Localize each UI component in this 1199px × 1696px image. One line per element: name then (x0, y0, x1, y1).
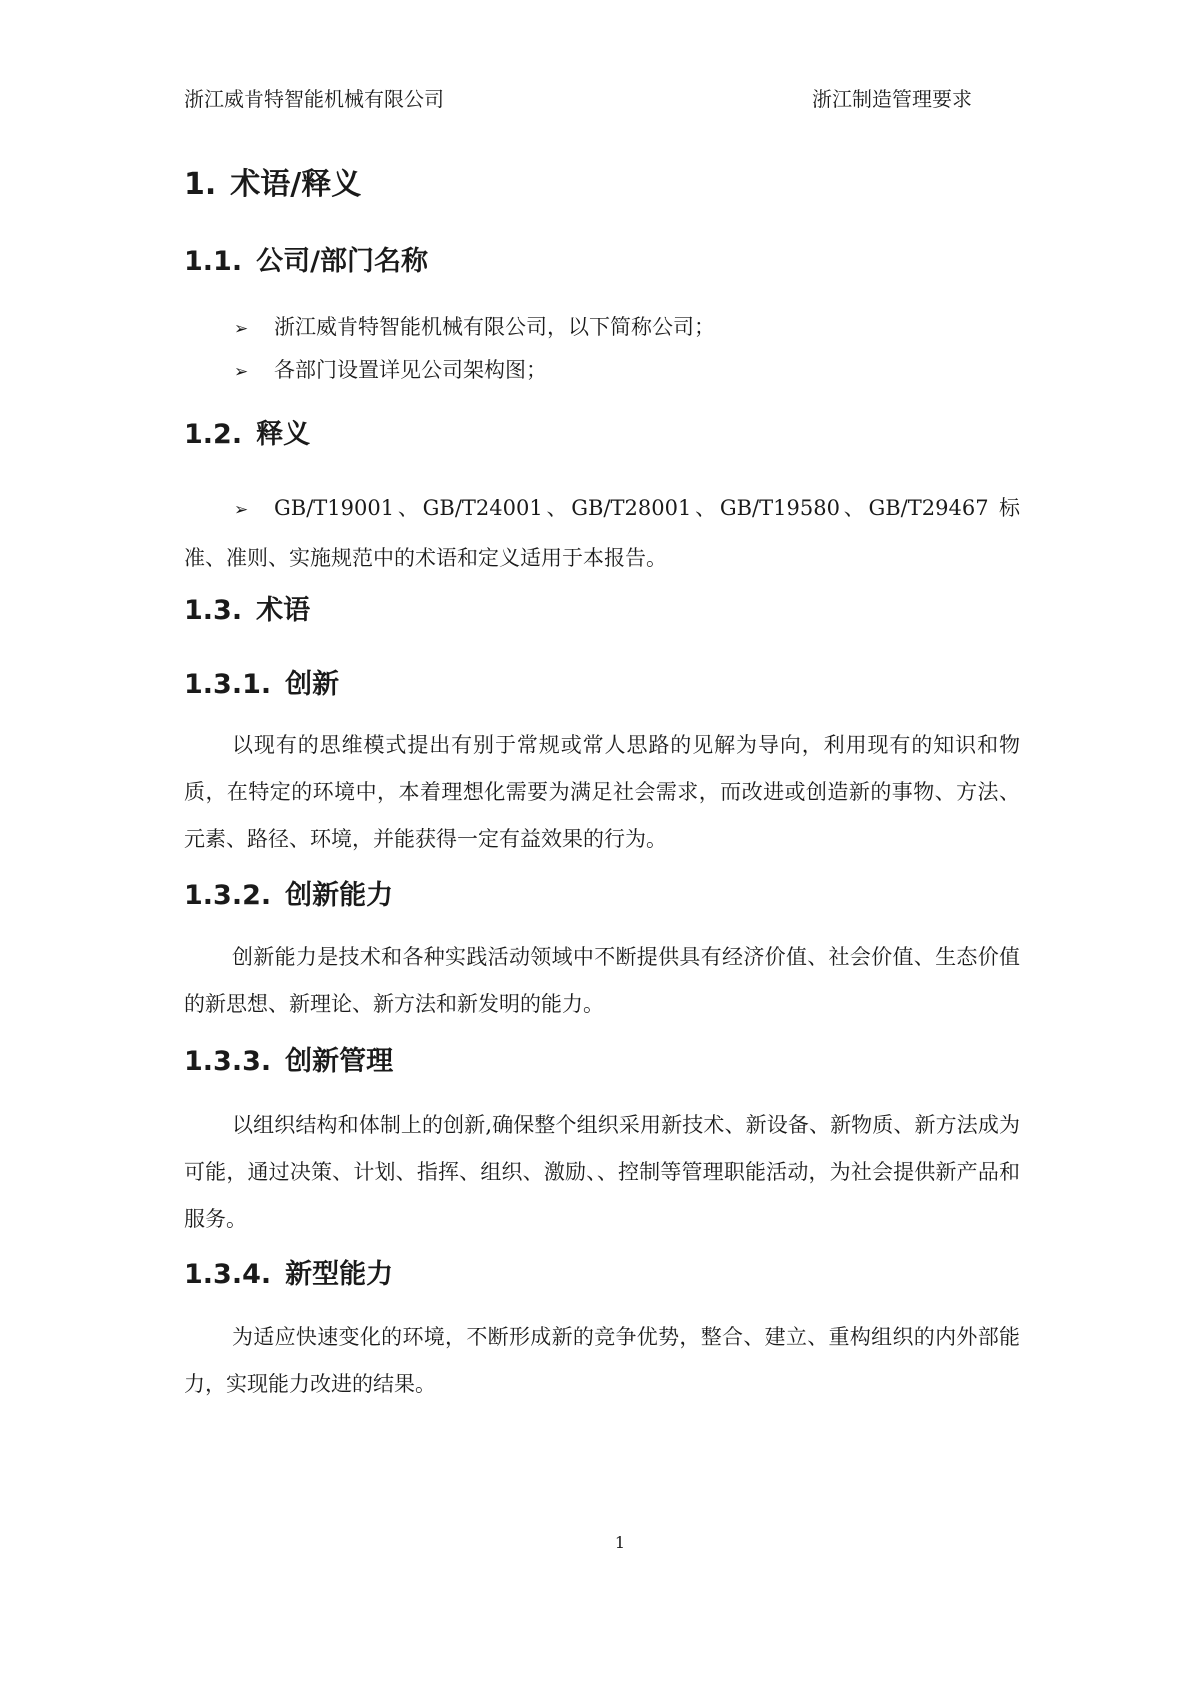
heading-section-1-3-4 (184, 1257, 393, 1293)
heading-section-1-3 (184, 593, 310, 629)
header-document-title: 浙江制造管理要求 (812, 87, 972, 111)
heading-number: 1.3.4. (184, 1259, 272, 1290)
paragraph-text: GB/T19001、GB/T24001、GB/T28001、GB/T19580、GB/T29467 标准、准则、实施规范中的术语和定义适用于本报告。 (184, 496, 1020, 570)
heading-title: 释义 (256, 419, 311, 450)
heading-number: 1.1. (184, 246, 243, 277)
heading-title: 创新管理 (285, 1046, 394, 1077)
heading-section-1-3-1 (184, 667, 339, 703)
arrow-bullet-icon: ➢ (234, 362, 249, 382)
bullet-text: 各部门设置详见公司架构图； (274, 358, 547, 382)
heading-title: 术语 (256, 595, 311, 626)
paragraph-definitions (184, 484, 1020, 582)
bullet-item (234, 355, 547, 387)
heading-title: 公司/部门名称 (256, 246, 428, 277)
heading-section-1-2 (184, 417, 310, 453)
paragraph-innovation-capability: 创新能力是技术和各种实践活动领域中不断提供具有经济价值、社会价值、生态价值的新思想、新理论、新方法和新发明的能力。 (184, 945, 1020, 1016)
heading-number: 1.3.1. (184, 669, 272, 700)
heading-section-1-1 (184, 244, 428, 280)
bullet-item (234, 312, 715, 344)
heading-section-1-3-3 (184, 1044, 393, 1080)
page-number: 1 (614, 1533, 626, 1552)
heading-title: 术语/释义 (230, 167, 362, 202)
heading-number: 1.2. (184, 419, 243, 450)
heading-section-1 (184, 165, 361, 205)
heading-title: 新型能力 (285, 1259, 394, 1290)
paragraph-innovation-management: 以组织结构和体制上的创新,确保整个组织采用新技术、新设备、新物质、新方法成为可能，通过决策、计划、指挥、组织、激励、、控制等管理职能活动，为社会提供新产品和服务。 (184, 1113, 1020, 1231)
heading-number: 1. (184, 167, 217, 202)
arrow-bullet-icon: ➢ (234, 319, 249, 339)
heading-section-1-3-2 (184, 878, 393, 914)
header-company: 浙江威肯特智能机械有限公司 (184, 87, 444, 111)
heading-number: 1.3. (184, 595, 243, 626)
paragraph-innovation: 以现有的思维模式提出有别于常规或常人思路的见解为导向，利用现有的知识和物质，在特定的环境中，本着理想化需要为满足社会需求，而改进或创造新的事物、方法、元素、路径、环境，并能获得一定有益效果的行为。 (184, 733, 1020, 851)
arrow-bullet-icon: ➢ (234, 500, 249, 520)
heading-title: 创新能力 (285, 880, 394, 911)
heading-number: 1.3.2. (184, 880, 272, 911)
paragraph-new-capability: 为适应快速变化的环境，不断形成新的竞争优势，整合、建立、重构组织的内外部能力，实现能力改进的结果。 (184, 1325, 1020, 1396)
bullet-text: 浙江威肯特智能机械有限公司，以下简称公司； (274, 315, 715, 339)
heading-title: 创新 (285, 669, 340, 700)
heading-number: 1.3.3. (184, 1046, 272, 1077)
